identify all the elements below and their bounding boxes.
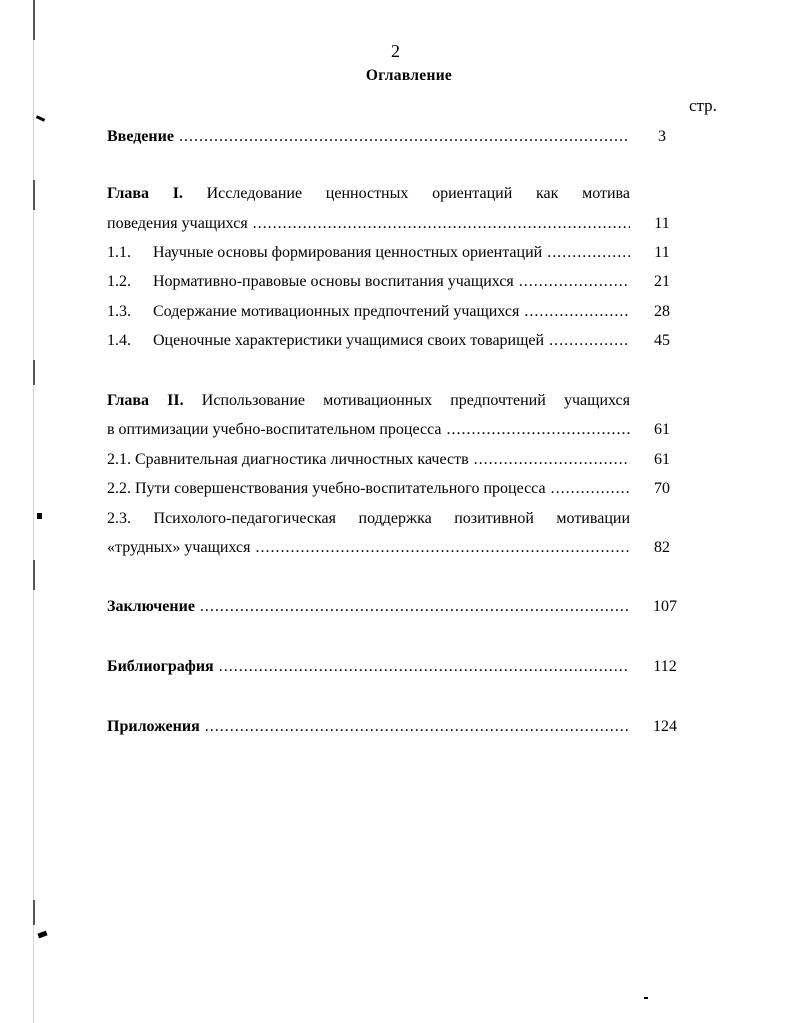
page-column-label: стр. xyxy=(689,96,717,115)
toc-page-bibliography: 112 xyxy=(653,658,677,675)
page-number: 2 xyxy=(391,41,400,61)
toc-section-1-3: 1.3. Содержание мотивационных предпочтений учащихся ..... xyxy=(107,302,630,322)
toc-chapter-1: Глава I. Исследование ценностных ориентаций как мотива xyxy=(107,185,630,202)
scan-speck xyxy=(37,513,42,519)
toc-section-1-1: 1.1. Научные основы формирования ценностных ориентаций ..... xyxy=(107,243,630,263)
toc-section-1-2: 1.2. Нормативно-правовые основы воспитания учащихся ..... xyxy=(107,272,630,292)
toc-page-1-2: 21 xyxy=(654,273,670,290)
toc-page-1-4: 45 xyxy=(654,332,670,349)
toc-page-conclusion: 107 xyxy=(653,598,677,615)
toc-section-2-1: 2.1. Сравнительная диагностика личностных качеств ..... xyxy=(107,450,630,470)
toc-section-1-4: 1.4. Оценочные характеристики учащимися своих товарищей ..... xyxy=(107,331,630,351)
toc-chapter-2-cont: в оптимизации учебно-воспитательном процесса ..... xyxy=(107,420,630,440)
scan-margin-mark xyxy=(33,180,35,210)
toc-chapter-2: Глава II. Использование мотивационных предпочтений учащихся xyxy=(107,392,630,409)
toc-page-2-1: 61 xyxy=(654,451,670,468)
page-title: Оглавление xyxy=(365,67,453,84)
scan-margin-line xyxy=(33,0,34,1023)
toc-entry-conclusion: Заключение ..... xyxy=(107,597,630,617)
toc-page-2-3: 82 xyxy=(654,539,670,556)
scan-margin-mark xyxy=(33,560,35,590)
scan-margin-mark xyxy=(33,360,35,385)
toc-section-2-3: 2.3. Психолого-педагогическая поддержка позитивной мотивации xyxy=(107,510,630,527)
scan-speck xyxy=(37,931,47,939)
toc-entry-intro: Введение ..... xyxy=(107,127,630,147)
toc-page-ch2: 61 xyxy=(654,421,670,438)
toc-section-2-3-cont: «трудных» учащихся ..... xyxy=(107,538,630,558)
scan-speck xyxy=(36,115,45,122)
scan-speck xyxy=(644,997,648,999)
toc-page-1-1: 11 xyxy=(654,244,670,261)
toc-page-1-3: 28 xyxy=(654,303,670,320)
scan-margin-mark xyxy=(33,900,35,925)
toc-page-2-2: 70 xyxy=(654,480,670,497)
toc-entry-bibliography: Библиография ..... xyxy=(107,657,630,677)
toc-page-appendix: 124 xyxy=(653,718,677,735)
toc-entry-appendix: Приложения ..... xyxy=(107,717,630,737)
scan-margin-mark xyxy=(33,0,35,40)
toc-page-ch1: 11 xyxy=(654,215,670,232)
toc-section-2-2: 2.2. Пути совершенствования учебно-воспитательного процесса ..... xyxy=(107,479,630,499)
toc-chapter-1-cont: поведения учащихся ..... xyxy=(107,214,630,234)
toc-page-intro: 3 xyxy=(658,128,666,145)
